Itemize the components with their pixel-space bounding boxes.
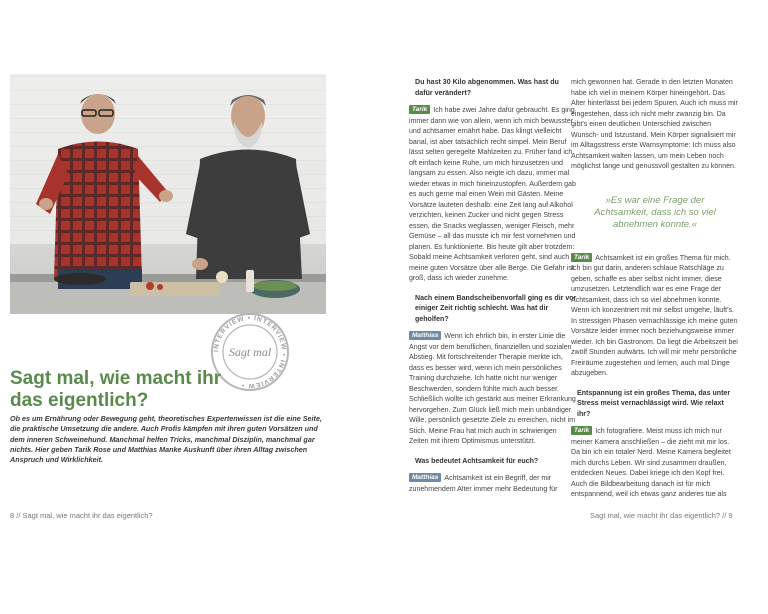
question-4: Entspannung ist ein großes Thema, das unter Stress meist vernachlässigt wird. Wie relaxt ihr?: [577, 389, 731, 418]
photo-illustration: [10, 74, 326, 314]
speaker-tag-matthias: Matthias: [409, 473, 441, 482]
stamp-ring-text: INTERVIEW • INTERVIEW • INTERVIEW •: [212, 314, 288, 390]
pull-quote: »Es war eine Frage der Achtsamkeit, dass ich so viel abnehmen konnte.«: [594, 194, 716, 230]
footer-right: Sagt mal, wie macht ihr das eigentlich? // 9: [590, 511, 733, 520]
article-lead: Ob es um Ernährung oder Bewegung geht, theoretisches Expertenwissen ist die eine Seite, die praktische Umsetzung die andere. Auch Profis kämpfen mit ihren guten Vorsätzen und dem inneren Schweinehund. Manchmal helfen Tricks, manchmal Disziplin, manchmal gar nichts. Hier geben Tarik Rose und Matthias Manke Auskunft über ihren Alltag zwischen Anspruch und Wirklichkeit.: [10, 414, 322, 465]
answer-5-text: Ich fotografiere. Meist muss ich mich nur meiner Kamera anschließen – die zieht mit mir los. Da bin ich ein totaler Nerd. Meine Kamera begleitet mich durchs Leben. Wir sind zusammen draußen, entdecken Neues. Dabei kriege ich den Kopf frei. Auch die Bildbearbeitung danach ist für mich entspannend, weil ich etwas ganz anderes tue als: [571, 428, 731, 498]
speaker-tag-tarik: Tarik: [409, 105, 430, 114]
answer-3-continued: mich gewonnen hat. Gerade in den letzten Monaten habe ich viel in meinem Körper hineingehört. Das Alter hinterlässt bei jedem Spuren. Auch ich muss mir eingestehen, dass ich nicht mehr zwanzig bin. Da gibt's einen deutlichen Unterschied zwischen Wunsch- und Istzustand. Mein Körper signalisiert mir im Alltagsstress erste Warnsymptome: Ich muss also Achtsamkeit walten lassen, um mein Leben noch möglichst lange und genussvoll gestalten zu können.: [571, 79, 738, 170]
speaker-tag-tarik: Tarik: [571, 253, 592, 262]
speaker-tag-matthias: Matthias: [409, 331, 441, 340]
answer-2-text: Wenn ich ehrlich bin, in erster Linie die Angst vor dem beruflichen, finanziellen und sozialen Abstieg. Mit fortschreitender Therapie merkte ich, dass es besser wird, wenn ich mein persönliches Training durchziehe. Ich hatte nicht nur weniger Beschwerden, sondern fühlte mich auch besser. Schließlich wollte ich gestärkt aus meiner Erkrankung hervorgehen. Zum Glück ließ mich mein unbändiger Wille, persönlich gesetzte Ziele zu erreichen, nicht im Stich. Meine Frau hat mich auch in schwierigen Zeiten mit ihrem Optimismus unterstützt.: [409, 333, 576, 445]
answer-1: [409, 105, 577, 285]
speaker-tag-tarik: Tarik: [571, 426, 592, 435]
question-1: Du hast 30 Kilo abgenommen. Was hast du dafür verändert?: [415, 79, 559, 97]
answer-1-text: Ich habe zwei Jahre dafür gebraucht. Es ging immer dann wie von allein, wenn ich mich bewusster und achtsamer ernährt habe. Das klingt vielleicht banal, ist aber tatsächlich recht simpel. Mein Beruf lässt selten geregelte Mahlzeiten zu. Früher fand ich oft einfach keine Ruhe, um mich hinzusetzen und langsam zu essen. Also neigte ich dazu, immer mal wieder etwas in mich hineinzustopfen. Außerdem gab es auch gerne mal einen Wein mit Gästen. Meine Vorsätze lauteten deshalb: eine Zeit lang auf Alkohol verzichten, keinen Zucker und nicht gegen Stress essen, die Snacks weglassen, weniger Fleisch, mehr Gemüse – all das musste ich mir fest vornehmen und planen. Es funktionierte. Bis heute gilt aber trotzdem: Sobald meine Achtsamkeit verloren geht, sind auch meine guten Vorsätze über alle Berge. Die Gefahr ist groß, dass ich wieder zunehme.: [409, 107, 576, 282]
answer-3-text: Achtsamkeit ist ein Begriff, der mir zunehmendem Alter immer mehr Bedeutung für: [409, 475, 558, 493]
column-1: [409, 78, 577, 495]
answer-4-text: Achtsamkeit ist ein großes Thema für mich. Ich bin gut darin, anderen schlaue Ratschläge zu geben, schaffe es aber selbst nicht immer, diese umzusetzen. Letztendlich war es eine Frage der Achtsamkeit, dass ich so viel abnehmen konnte. Wenn ich konzentriert mit mir selbst umgehe, läuft's. In stressigen Phasen vernachlässige ich meine guten Vorsätze leider immer noch beziehungsweise immer wieder. Ich bin Gastronom. Da liegt die Arbeitszeit bei zwölf Stunden aufwärts. Ich will mir mehr persönliche Freiräume zugestehen und lernen, auch mal Dinge abzugeben.: [571, 254, 738, 377]
answer-4: [571, 253, 739, 380]
answer-3: [409, 473, 577, 495]
chefs-photo: [10, 74, 326, 314]
stamp-main-text: Sagt mal: [228, 345, 272, 359]
article-headline: Sagt mal, wie macht ihr das eigentlich?: [10, 368, 222, 411]
answer-5: [571, 426, 739, 501]
question-3: Was bedeutet Achtsamkeit für euch?: [415, 457, 539, 465]
footer-left: 8 // Sagt mal, wie macht ihr das eigentlich?: [10, 511, 153, 520]
column-2: [571, 78, 739, 501]
question-2: Nach einem Bandscheibenvorfall ging es dir vor einiger Zeit richtig schlecht. Was hat dir geholfen?: [415, 294, 577, 323]
answer-2: [409, 331, 577, 448]
